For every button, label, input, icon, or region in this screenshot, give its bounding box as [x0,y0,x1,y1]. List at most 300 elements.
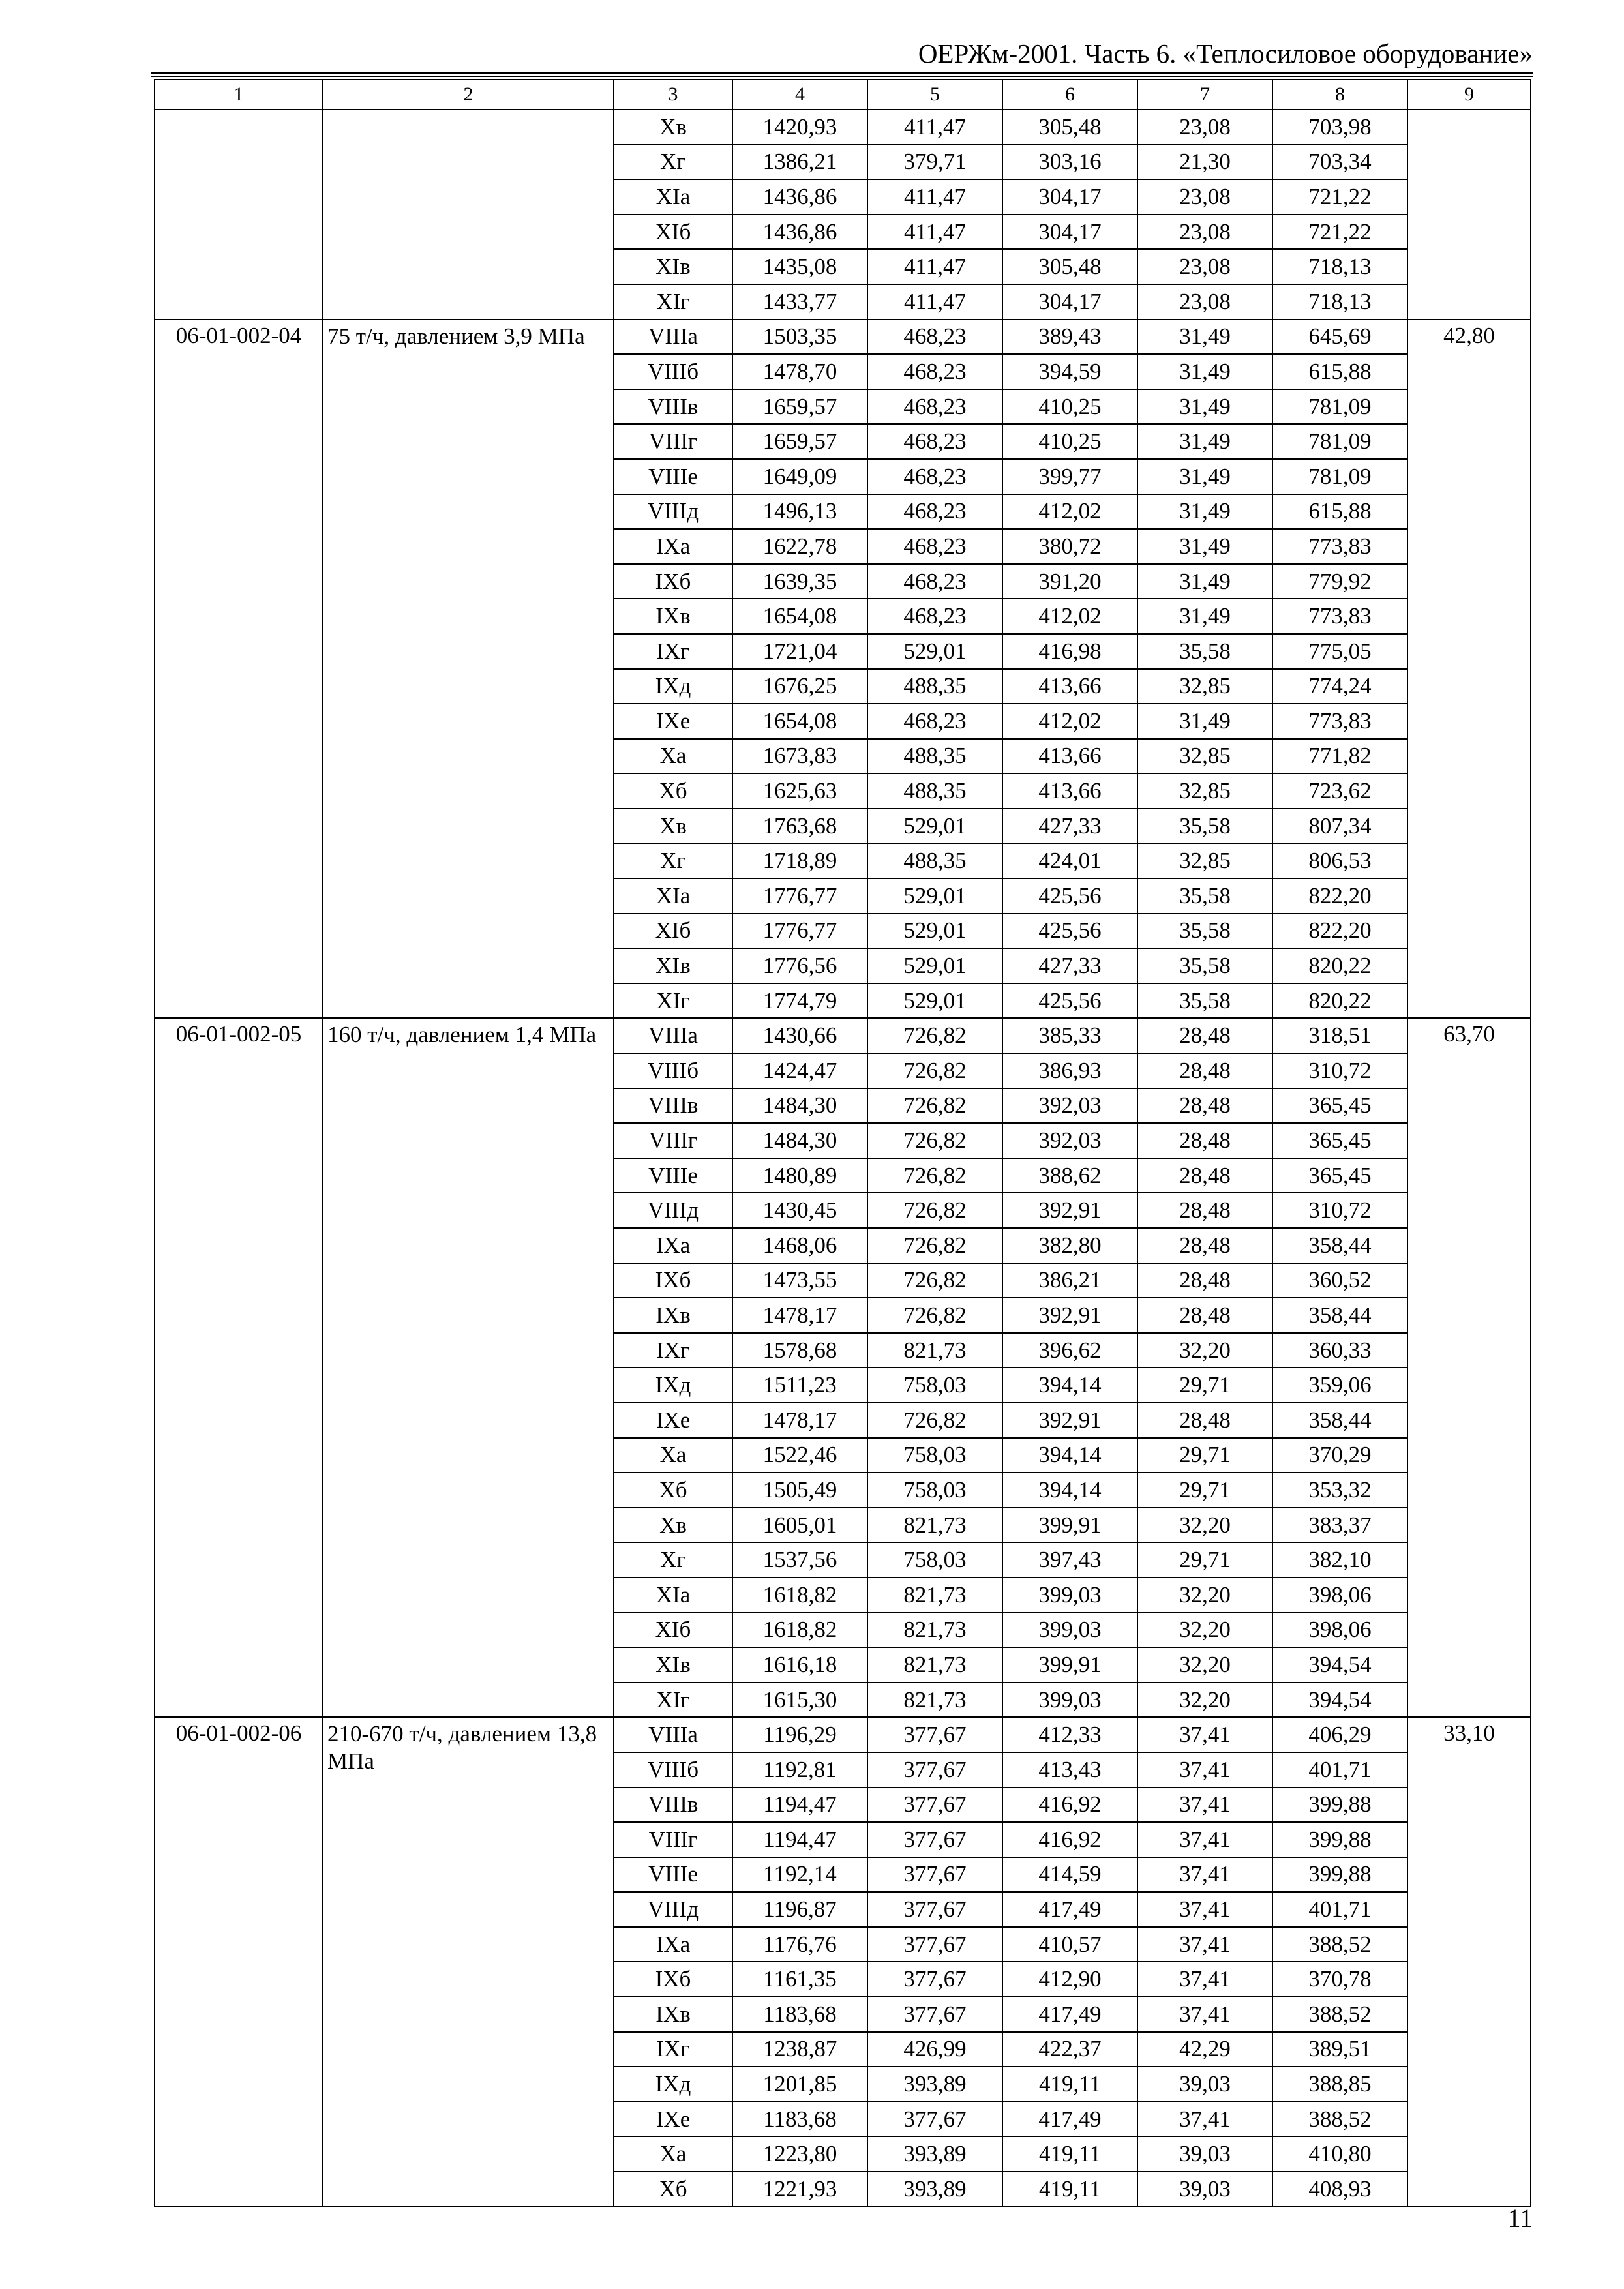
zone-cell: Хг [614,1542,732,1578]
zone-cell: XIв [614,1647,732,1683]
column-number: 9 [1407,80,1531,110]
value-cell: 417,49 [1002,2102,1137,2137]
value-cell: 1654,08 [732,704,867,739]
value-cell: 1484,30 [732,1088,867,1124]
value-cell: 377,67 [867,1788,1002,1823]
value-cell: 29,71 [1137,1368,1272,1403]
value-cell: 32,85 [1137,773,1272,809]
zone-cell: VIIIe [614,459,732,494]
zone-cell: Хг [614,843,732,878]
value-cell: 1430,45 [732,1193,867,1228]
value-cell: 1763,68 [732,809,867,844]
value-cell: 37,41 [1137,1892,1272,1927]
value-cell: 28,48 [1137,1158,1272,1193]
value-cell: 28,48 [1137,1193,1272,1228]
value-cell: 1183,68 [732,1997,867,2032]
value-cell: 399,88 [1272,1857,1407,1893]
value-cell: 1622,78 [732,529,867,564]
value-cell: 781,09 [1272,459,1407,494]
value-cell: 304,17 [1002,215,1137,250]
zone-cell: IXв [614,1298,732,1333]
value-cell: 35,58 [1137,914,1272,949]
value-cell: 615,88 [1272,494,1407,530]
value-cell: 358,44 [1272,1228,1407,1263]
zone-cell: IXв [614,599,732,634]
value-cell: 396,62 [1002,1333,1137,1368]
column-number: 2 [323,80,614,110]
value-cell: 726,82 [867,1228,1002,1263]
value-cell: 1238,87 [732,2032,867,2067]
value-cell: 394,14 [1002,1438,1137,1473]
value-cell: 488,35 [867,843,1002,878]
value-cell: 392,91 [1002,1403,1137,1438]
value-cell: 32,20 [1137,1683,1272,1718]
value-cell: 1201,85 [732,2067,867,2102]
value-cell: 821,73 [867,1647,1002,1683]
value-cell: 1194,47 [732,1788,867,1823]
zone-cell: IXe [614,704,732,739]
equipment-name-cell: 160 т/ч, давлением 1,4 МПа [323,1018,614,1717]
value-cell: 1776,77 [732,914,867,949]
zone-cell: IXв [614,1997,732,2032]
value-cell: 37,41 [1137,1822,1272,1857]
value-cell: 23,08 [1137,249,1272,284]
value-cell: 399,03 [1002,1683,1137,1718]
value-cell: 391,20 [1002,564,1137,599]
value-cell: 425,56 [1002,983,1137,1019]
value-cell: 399,03 [1002,1578,1137,1613]
value-cell: 32,85 [1137,669,1272,704]
value-cell: 488,35 [867,739,1002,774]
zone-cell: IXг [614,2032,732,2067]
value-cell: 1649,09 [732,459,867,494]
value-cell: 723,62 [1272,773,1407,809]
value-cell: 411,47 [867,179,1002,215]
value-cell: 413,43 [1002,1752,1137,1788]
value-cell: 468,23 [867,459,1002,494]
value-cell: 39,03 [1137,2067,1272,2102]
value-cell: 398,06 [1272,1578,1407,1613]
value-cell: 29,71 [1137,1438,1272,1473]
equipment-name-cell: 75 т/ч, давлением 3,9 МПа [323,320,614,1019]
value-cell: 412,90 [1002,1962,1137,1997]
value-cell: 37,41 [1137,1857,1272,1893]
value-cell: 417,49 [1002,1892,1137,1927]
value-cell: 35,58 [1137,948,1272,983]
zone-cell: VIIIв [614,1088,732,1124]
value-cell: 23,08 [1137,284,1272,320]
value-cell: 1192,81 [732,1752,867,1788]
zone-cell: Хб [614,2172,732,2207]
value-cell: 1503,35 [732,320,867,355]
value-cell: 410,25 [1002,389,1137,425]
value-cell: 758,03 [867,1368,1002,1403]
value-cell: 411,47 [867,215,1002,250]
zone-cell: VIIIд [614,1892,732,1927]
zone-cell: VIIIe [614,1857,732,1893]
zone-cell: VIIIг [614,424,732,459]
value-cell: 412,02 [1002,494,1137,530]
value-cell: 721,22 [1272,215,1407,250]
value-cell: 32,20 [1137,1508,1272,1543]
rates-table [154,79,1531,2207]
value-cell: 310,72 [1272,1193,1407,1228]
value-cell: 388,62 [1002,1158,1137,1193]
page-number: 11 [1507,2204,1533,2233]
value-cell: 392,91 [1002,1193,1137,1228]
zone-cell: VIIIв [614,389,732,425]
value-cell: 1183,68 [732,2102,867,2137]
value-cell: 413,66 [1002,739,1137,774]
value-cell: 1616,18 [732,1647,867,1683]
value-cell: 397,43 [1002,1542,1137,1578]
value-cell: 411,47 [867,249,1002,284]
value-cell: 1511,23 [732,1368,867,1403]
value-cell: 37,41 [1137,1962,1272,1997]
value-cell: 393,89 [867,2136,1002,2172]
value-cell: 427,33 [1002,809,1137,844]
value-cell: 28,48 [1137,1228,1272,1263]
value-cell: 410,80 [1272,2136,1407,2172]
zone-cell: XIб [614,215,732,250]
value-cell: 42,29 [1137,2032,1272,2067]
value-cell: 807,34 [1272,809,1407,844]
value-cell: 468,23 [867,529,1002,564]
zone-cell: XIг [614,284,732,320]
value-cell: 31,49 [1137,459,1272,494]
value-cell: 37,41 [1137,1997,1272,2032]
value-cell: 394,59 [1002,354,1137,389]
value-cell: 1478,17 [732,1403,867,1438]
value-cell: 31,49 [1137,599,1272,634]
value-cell: 377,67 [867,1822,1002,1857]
value-cell: 382,80 [1002,1228,1137,1263]
value-cell: 773,83 [1272,599,1407,634]
value-cell: 28,48 [1137,1053,1272,1088]
value-cell: 1776,56 [732,948,867,983]
zone-cell: XIa [614,878,732,914]
value-cell: 1161,35 [732,1962,867,1997]
value-cell: 31,49 [1137,704,1272,739]
value-cell: 775,05 [1272,634,1407,669]
value-cell: 394,14 [1002,1368,1137,1403]
value-cell: 822,20 [1272,878,1407,914]
value-cell: 28,48 [1137,1088,1272,1124]
value-cell: 37,41 [1137,1788,1272,1823]
value-cell: 414,59 [1002,1857,1137,1893]
value-cell: 1196,29 [732,1717,867,1752]
value-cell: 468,23 [867,564,1002,599]
zone-cell: VIIIб [614,1752,732,1788]
value-cell: 31,49 [1137,320,1272,355]
value-cell: 388,52 [1272,1997,1407,2032]
value-cell: 468,23 [867,354,1002,389]
value-cell: 488,35 [867,669,1002,704]
value-cell: 32,85 [1137,843,1272,878]
value-cell: 31,49 [1137,529,1272,564]
value-cell: 377,67 [867,1717,1002,1752]
value-cell: 1673,83 [732,739,867,774]
value-cell: 1676,25 [732,669,867,704]
column-number: 4 [732,80,867,110]
value-cell: 1435,08 [732,249,867,284]
value-cell: 773,83 [1272,704,1407,739]
value-cell: 377,67 [867,1927,1002,1962]
value-cell: 408,93 [1272,2172,1407,2207]
value-cell: 821,73 [867,1683,1002,1718]
value-cell: 377,67 [867,1997,1002,2032]
value-cell: 377,67 [867,2102,1002,2137]
value-cell: 1436,86 [732,179,867,215]
zone-cell: VIIIг [614,1123,732,1158]
equipment-name-cell: 210-670 т/ч, давлением 13,8 МПа [323,1717,614,2206]
value-cell: 370,29 [1272,1438,1407,1473]
value-cell: 419,11 [1002,2172,1137,2207]
column-number: 1 [155,80,323,110]
zone-cell: IXб [614,1263,732,1298]
value-cell: 1192,14 [732,1857,867,1893]
value-cell: 318,51 [1272,1018,1407,1053]
value-cell: 427,33 [1002,948,1137,983]
zone-cell: XIa [614,179,732,215]
value-cell: 29,71 [1137,1542,1272,1578]
value-cell: 28,48 [1137,1263,1272,1298]
zone-cell: Хб [614,1473,732,1508]
table-row [155,320,1531,355]
table-row [155,1717,1531,1752]
value-cell: 1424,47 [732,1053,867,1088]
value-cell: 370,78 [1272,1962,1407,1997]
rate-code-cell: 06-01-002-04 [155,320,323,1019]
value-cell: 386,21 [1002,1263,1137,1298]
value-cell: 758,03 [867,1438,1002,1473]
zone-cell: Xa [614,1438,732,1473]
value-cell: 29,71 [1137,1473,1272,1508]
value-cell: 419,11 [1002,2067,1137,2102]
value-cell: 399,88 [1272,1822,1407,1857]
value-cell: 31,49 [1137,494,1272,530]
value-cell: 39,03 [1137,2172,1272,2207]
column9-cell: 63,70 [1407,1018,1531,1717]
zone-cell: Хв [614,110,732,145]
value-cell: 28,48 [1137,1123,1272,1158]
header-rule-thick [151,72,1533,74]
value-cell: 412,02 [1002,599,1137,634]
zone-cell: Хб [614,773,732,809]
value-cell: 392,03 [1002,1123,1137,1158]
value-cell: 425,56 [1002,914,1137,949]
value-cell: 32,20 [1137,1613,1272,1648]
zone-cell: IXб [614,1962,732,1997]
value-cell: 773,83 [1272,529,1407,564]
value-cell: 425,56 [1002,878,1137,914]
zone-cell: VIIIa [614,1018,732,1053]
value-cell: 388,85 [1272,2067,1407,2102]
rate-code-cell: 06-01-002-05 [155,1018,323,1717]
value-cell: 28,48 [1137,1018,1272,1053]
value-cell: 32,85 [1137,739,1272,774]
value-cell: 37,41 [1137,1927,1272,1962]
value-cell: 392,03 [1002,1088,1137,1124]
value-cell: 718,13 [1272,249,1407,284]
value-cell: 726,82 [867,1403,1002,1438]
value-cell: 1659,57 [732,389,867,425]
value-cell: 1659,57 [732,424,867,459]
value-cell: 377,67 [867,1857,1002,1893]
value-cell: 1420,93 [732,110,867,145]
value-cell: 726,82 [867,1018,1002,1053]
value-cell: 529,01 [867,948,1002,983]
zone-cell: IXa [614,1228,732,1263]
value-cell: 39,03 [1137,2136,1272,2172]
value-cell: 393,89 [867,2067,1002,2102]
value-cell: 821,73 [867,1508,1002,1543]
value-cell: 35,58 [1137,634,1272,669]
value-cell: 412,02 [1002,704,1137,739]
value-cell: 721,22 [1272,179,1407,215]
value-cell: 422,37 [1002,2032,1137,2067]
value-cell: 726,82 [867,1123,1002,1158]
value-cell: 779,92 [1272,564,1407,599]
value-cell: 399,91 [1002,1508,1137,1543]
value-cell: 468,23 [867,389,1002,425]
value-cell: 28,48 [1137,1403,1272,1438]
value-cell: 28,48 [1137,1298,1272,1333]
value-cell: 1615,30 [732,1683,867,1718]
value-cell: 23,08 [1137,179,1272,215]
value-cell: 401,71 [1272,1892,1407,1927]
zone-cell: XIг [614,1683,732,1718]
value-cell: 821,73 [867,1578,1002,1613]
value-cell: 1654,08 [732,599,867,634]
value-cell: 32,20 [1137,1578,1272,1613]
value-cell: 416,98 [1002,634,1137,669]
value-cell: 426,99 [867,2032,1002,2067]
value-cell: 822,20 [1272,914,1407,949]
value-cell: 380,72 [1002,529,1137,564]
value-cell: 394,54 [1272,1683,1407,1718]
value-cell: 303,16 [1002,145,1137,180]
value-cell: 1718,89 [732,843,867,878]
value-cell: 399,03 [1002,1613,1137,1648]
value-cell: 1618,82 [732,1613,867,1648]
value-cell: 392,91 [1002,1298,1137,1333]
equipment-name-cell [323,110,614,320]
value-cell: 468,23 [867,599,1002,634]
value-cell: 1537,56 [732,1542,867,1578]
value-cell: 358,44 [1272,1298,1407,1333]
document-header: ОЕРЖм-2001. Часть 6. «Теплосиловое оборудование» [918,38,1533,68]
value-cell: 718,13 [1272,284,1407,320]
value-cell: 1468,06 [732,1228,867,1263]
value-cell: 310,72 [1272,1053,1407,1088]
value-cell: 413,66 [1002,773,1137,809]
table-row [155,110,1531,145]
value-cell: 385,33 [1002,1018,1137,1053]
zone-cell: VIIIa [614,1717,732,1752]
zone-cell: IXe [614,1403,732,1438]
value-cell: 468,23 [867,320,1002,355]
value-cell: 424,01 [1002,843,1137,878]
zone-cell: XIв [614,249,732,284]
value-cell: 365,45 [1272,1158,1407,1193]
zone-cell: VIIIб [614,354,732,389]
value-cell: 1223,80 [732,2136,867,2172]
zone-cell: Xa [614,2136,732,2172]
value-cell: 726,82 [867,1298,1002,1333]
value-cell: 388,52 [1272,2102,1407,2137]
zone-cell: IXe [614,2102,732,2137]
value-cell: 413,66 [1002,669,1137,704]
value-cell: 726,82 [867,1053,1002,1088]
value-cell: 1473,55 [732,1263,867,1298]
value-cell: 771,82 [1272,739,1407,774]
value-cell: 410,25 [1002,424,1137,459]
zone-cell: VIIIб [614,1053,732,1088]
value-cell: 393,89 [867,2172,1002,2207]
value-cell: 32,20 [1137,1647,1272,1683]
value-cell: 304,17 [1002,284,1137,320]
value-cell: 379,71 [867,145,1002,180]
value-cell: 35,58 [1137,878,1272,914]
value-cell: 35,58 [1137,983,1272,1019]
value-cell: 360,52 [1272,1263,1407,1298]
value-cell: 821,73 [867,1333,1002,1368]
header-rule-thin [151,76,1533,77]
value-cell: 774,24 [1272,669,1407,704]
value-cell: 37,41 [1137,2102,1272,2137]
value-cell: 416,92 [1002,1788,1137,1823]
value-cell: 758,03 [867,1542,1002,1578]
zone-cell: Хв [614,1508,732,1543]
value-cell: 726,82 [867,1158,1002,1193]
value-cell: 399,77 [1002,459,1137,494]
zone-cell: VIIIд [614,494,732,530]
value-cell: 1176,76 [732,1927,867,1962]
value-cell: 1625,63 [732,773,867,809]
zone-cell: Хв [614,809,732,844]
value-cell: 1639,35 [732,564,867,599]
value-cell: 23,08 [1137,110,1272,145]
value-cell: 529,01 [867,809,1002,844]
value-cell: 615,88 [1272,354,1407,389]
value-cell: 1194,47 [732,1822,867,1857]
value-cell: 1196,87 [732,1892,867,1927]
value-cell: 399,91 [1002,1647,1137,1683]
zone-cell: IXб [614,564,732,599]
value-cell: 529,01 [867,878,1002,914]
table-row [155,1018,1531,1053]
value-cell: 32,20 [1137,1333,1272,1368]
value-cell: 21,30 [1137,145,1272,180]
value-cell: 358,44 [1272,1403,1407,1438]
rate-code-cell: 06-01-002-06 [155,1717,323,2206]
value-cell: 365,45 [1272,1123,1407,1158]
value-cell: 410,57 [1002,1927,1137,1962]
column-number: 3 [614,80,732,110]
value-cell: 37,41 [1137,1717,1272,1752]
zone-cell: XIб [614,1613,732,1648]
value-cell: 1774,79 [732,983,867,1019]
zone-cell: XIв [614,948,732,983]
value-cell: 529,01 [867,983,1002,1019]
value-cell: 726,82 [867,1088,1002,1124]
value-cell: 1478,17 [732,1298,867,1333]
zone-cell: Xa [614,739,732,774]
value-cell: 417,49 [1002,1997,1137,2032]
zone-cell: IXд [614,669,732,704]
value-cell: 781,09 [1272,389,1407,425]
